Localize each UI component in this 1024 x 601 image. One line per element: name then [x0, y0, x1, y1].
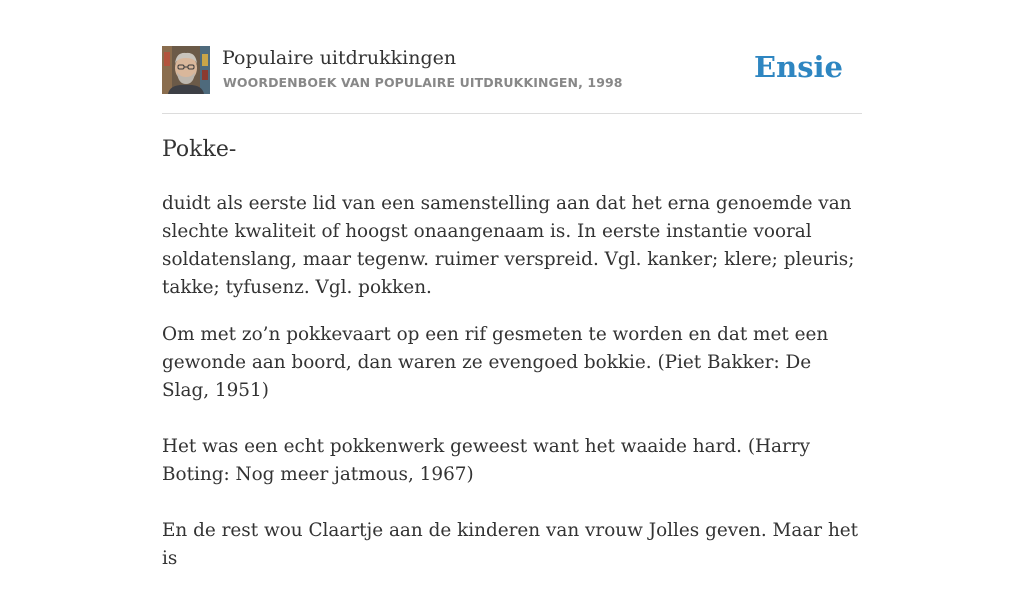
author-avatar[interactable] — [162, 46, 210, 94]
source-subtitle: WOORDENBOEK VAN POPULAIRE UITDRUKKINGEN, 1998 — [223, 75, 623, 90]
example-quote: Het was een echt pokkenwerk geweest want het waaide hard. (Harry Boting: Nog meer jatmous, 1967) — [162, 436, 810, 485]
source-title[interactable]: Populaire uitdrukkingen — [222, 47, 457, 69]
source-header — [162, 46, 862, 114]
entry-title: Pokke- — [162, 137, 237, 162]
definition-paragraph: duidt als eerste lid van een samenstelling aan dat het erna genoemde van slechte kwaliteit of hoogst onaangenaam is. In eerste instantie vooral soldatenslang, maar tegenw. ruimer verspreid. Vgl. kanker; klere; pleuris; takke; tyfusenz. Vgl. pokken. — [162, 193, 855, 298]
author-portrait-icon — [162, 46, 210, 94]
example-quote: Om met zo’n pokkevaart op een rif gesmeten te worden en dat met een gewonde aan boord, dan waren ze evengoed bokkie. (Piet Bakker: De Slag, 1951) — [162, 324, 829, 401]
ensie-logo-link[interactable]: Ensie — [754, 50, 843, 84]
entry-body — [162, 190, 862, 601]
example-quote: En de rest wou Claartje aan de kinderen van vrouw Jolles geven. Maar het is — [162, 520, 859, 569]
